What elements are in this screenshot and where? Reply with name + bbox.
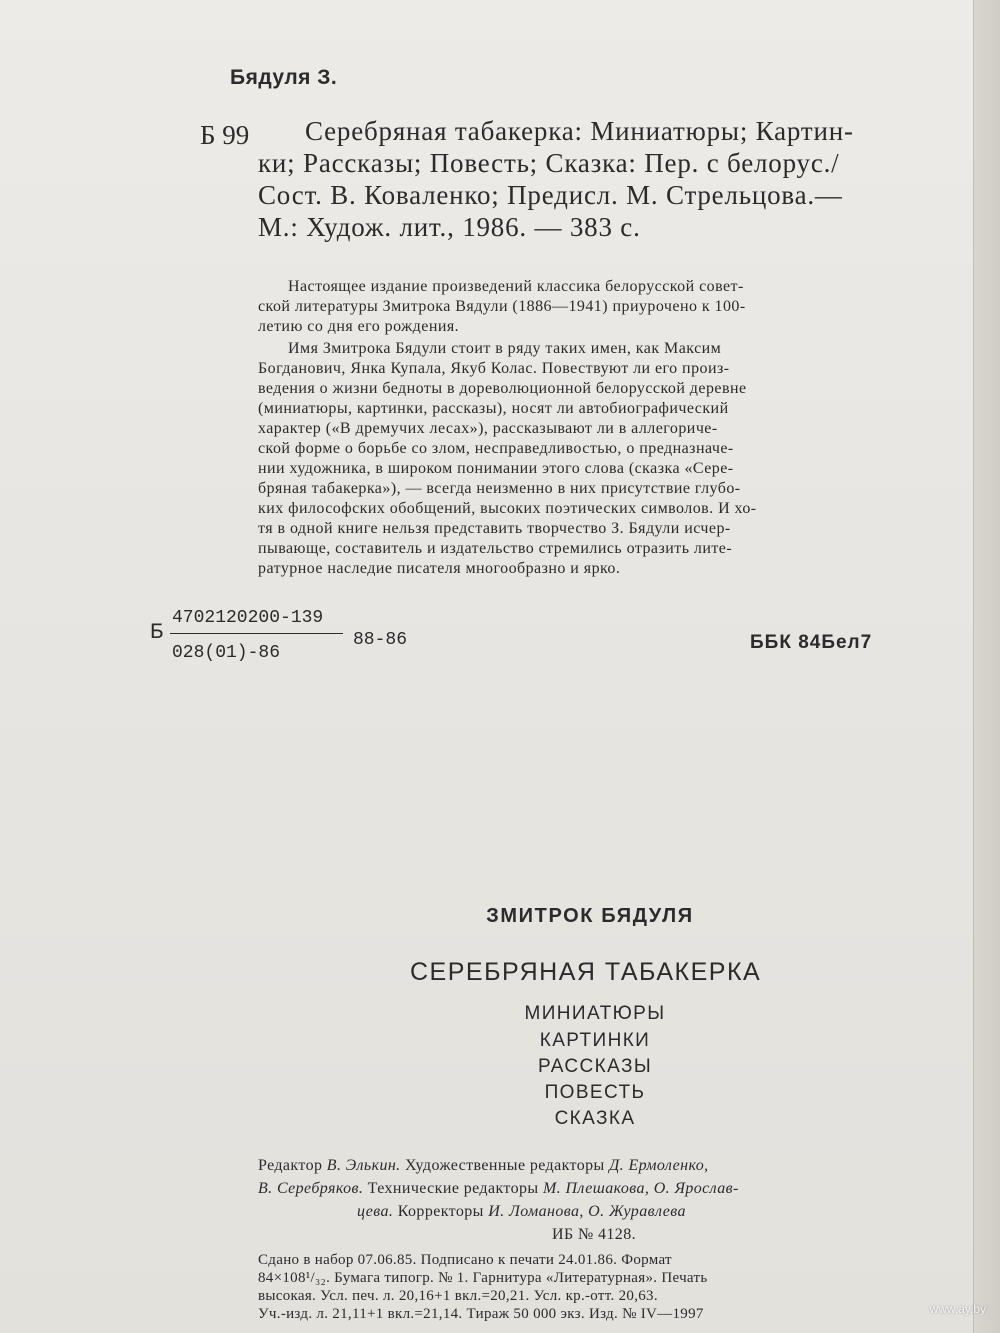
title-author: ЗМИТРОК БЯДУЛЯ bbox=[486, 905, 694, 927]
imprint-line: высокая. Усл. печ. л. 20,16+1 вкл.=20,21. Усл. кр.-отт. 20,63. bbox=[258, 1288, 658, 1304]
annotation-line: нии художника, в широком понимании этого слова (сказка «Сере- bbox=[258, 460, 734, 477]
annotation-line: бряная табакерка»), — всегда неизменно в них присутствие глубо- bbox=[258, 480, 741, 497]
class-numerator: 4702120200-139 bbox=[172, 608, 324, 628]
annotation-line: ской литературы Змитрока Вядули (1886—1941) приурочено к 100- bbox=[258, 298, 746, 315]
genre-item: СКАЗКА bbox=[554, 1108, 636, 1129]
catalog-author: Бядуля З. bbox=[230, 66, 338, 89]
annotation-line: ведения о жизни бедноты в дореволюционной белорусской деревне bbox=[258, 380, 747, 397]
credits-line bbox=[258, 1180, 739, 1198]
catalog-entry-line: М.: Худож. лит., 1986. — 383 с. bbox=[258, 212, 641, 242]
bbk-code: ББК 84Бел7 bbox=[750, 632, 873, 653]
annotation-line: летию со дня его рождения. bbox=[258, 318, 460, 335]
annotation-line: тя в одной книге нельзя представить творчество З. Бядули исчер- bbox=[258, 520, 731, 537]
catalog-entry-line: Серебряная табакерка: Миниатюры; Картин- bbox=[305, 116, 854, 146]
credits-role: Редактор bbox=[258, 1157, 327, 1174]
catalog-entry-line: Сост. В. Коваленко; Предисл. М. Стрельцова.— bbox=[258, 180, 843, 210]
class-suffix: 88-86 bbox=[353, 630, 408, 650]
imprint-line: Сдано в набор 07.06.85. Подписано к печати 24.01.86. Формат bbox=[258, 1252, 672, 1268]
book-title: СЕРЕБРЯНАЯ ТАБАКЕРКА bbox=[410, 958, 762, 986]
genre-item: КАРТИНКИ bbox=[539, 1030, 651, 1051]
annotation-line: ких философских обобщений, высоких поэтических символов. И хо- bbox=[258, 500, 757, 517]
genre-item: РАССКАЗЫ bbox=[537, 1056, 653, 1077]
credits-line bbox=[258, 1157, 709, 1175]
watermark: www.ay.by bbox=[929, 1302, 986, 1316]
genre-item: МИНИАТЮРЫ bbox=[524, 1003, 666, 1024]
credits-person: В. Элькин. bbox=[326, 1157, 401, 1174]
catalog-index: Б 99 bbox=[200, 120, 250, 150]
page-edge bbox=[973, 0, 1000, 1333]
credits-person: цева. bbox=[357, 1203, 394, 1220]
imprint-line: 84×108¹/₃₂. Бумага типогр. № 1. Гарнитура «Литературная». Печать bbox=[258, 1270, 708, 1286]
annotation-line: ратурное наследие писателя многообразно и ярко. bbox=[258, 560, 621, 577]
credits-role: Технические редакторы bbox=[363, 1180, 543, 1197]
annotation-line: характер («В дремучих лесах»), рассказывают ли в аллегориче- bbox=[258, 420, 718, 437]
credits-person: И. Ломанова, О. Журавлева bbox=[488, 1203, 686, 1220]
annotation-line: (миниатюры, картинки, рассказы), носят ли автобиографический bbox=[258, 400, 729, 417]
annotation-line: пывающе, составитель и издательство стремились отразить лите- bbox=[258, 540, 733, 557]
annotation-line: ской форме о борьбе со злом, несправедливостью, о предназначе- bbox=[258, 440, 734, 457]
ib-number: ИБ № 4128. bbox=[552, 1226, 637, 1243]
imprint-line: Уч.-изд. л. 21,11+1 вкл.=21,14. Тираж 50 000 экз. Изд. № IV—1997 bbox=[258, 1306, 704, 1322]
credits-role: Корректоры bbox=[393, 1203, 489, 1220]
fraction-line bbox=[170, 633, 343, 634]
credits-role: Художественные редакторы bbox=[400, 1157, 610, 1174]
credits-line bbox=[357, 1203, 686, 1221]
class-denominator: 028(01)-86 bbox=[172, 643, 281, 663]
annotation-line: Настоящее издание произведений классика белорусской совет- bbox=[288, 278, 744, 295]
annotation-line: Богданович, Янка Купала, Якуб Колас. Повествуют ли его произ- bbox=[258, 360, 730, 377]
catalog-entry-line: ки; Рассказы; Повесть; Сказка: Пер. с белорус./ bbox=[258, 148, 840, 178]
credits-person: В. Серебряков. bbox=[258, 1180, 364, 1197]
genre-item: ПОВЕСТЬ bbox=[544, 1082, 646, 1103]
class-prefix: Б bbox=[150, 620, 164, 645]
credits-person: Д. Ермоленко, bbox=[609, 1157, 709, 1174]
annotation-line: Имя Змитрока Бядули стоит в ряду таких имен, как Максим bbox=[288, 340, 722, 357]
credits-person: М. Плешакова, О. Ярослав- bbox=[542, 1180, 739, 1197]
